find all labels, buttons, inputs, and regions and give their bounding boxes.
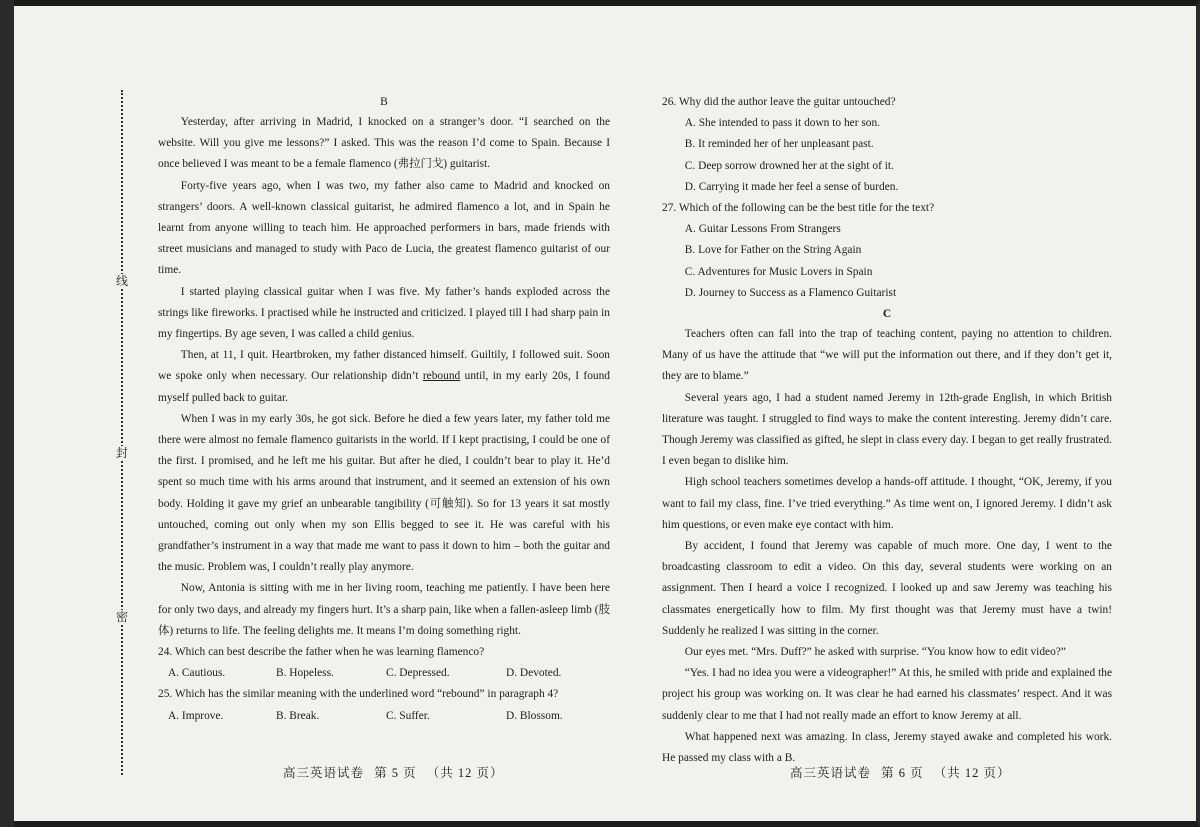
binding-char-bottom: 密 [115, 610, 128, 624]
q24-option-d: D. Devoted. [506, 667, 562, 680]
passage-c-paragraph-1: Teachers often can fall into the trap of teaching content, paying no attention to children. Many of us have the attitude that “we will put the information out there, and if they don’t get it, they are to blame.” [662, 328, 1112, 383]
passage-c-paragraph-5: Our eyes met. “Mrs. Duff?” he asked with surprise. “You know how to edit video?” [684, 646, 1066, 659]
passage-b-paragraph-2: Forty-five years ago, when I was two, my father also came to Madrid and knocked on strangers’ doors. A well-known classical guitarist, he admired flamenco a lot, and in Spain he learnt from anyone willing to teach him. He approached performers in bars, made friends with street musicians and managed to study with Paco de Lucia, the greatest flamenco guitarist of our time. [158, 179, 610, 277]
q24-option-a: A. Cautious. [168, 667, 226, 680]
question-24-stem: 24. Which can best describe the father when he was learning flamenco? [158, 646, 485, 659]
q25-option-d: D. Blossom. [506, 709, 563, 722]
q26-option-b: B. It reminded her of her unpleasant past. [684, 138, 874, 151]
paragraph-4-text-before: Then, at 11, I quit. Heartbroken, my father distanced himself. Guiltily, I followed suit. Soon we spoke only when necessary. Our relationship didn’t [158, 349, 610, 383]
passage-b-paragraph-6: Now, Antonia is sitting with me in her living room, teaching me patiently. I have been here for only two days, and already my fingers hurt. It’s a sharp pain, like when a fallen-asleep limb (肢体) returns to life. The feeling delights me. It means I’m doing something right. [158, 582, 610, 637]
q24-option-c: C. Depressed. [386, 667, 450, 680]
passage-b-paragraph-1: Yesterday, after arriving in Madrid, I knocked on a stranger’s door. “I searched on the website. Will you give me lessons?” I asked. This was the reason I’d come to Spain. Because I once believed I was meant to be a female flamenco (弗拉门戈) guitarist. [158, 116, 610, 171]
passage-b-paragraph-4 [158, 345, 610, 409]
section-label-b: B [380, 96, 388, 108]
question-24-options [158, 663, 610, 684]
right-page-column [662, 92, 1112, 769]
footer-total-pages: （共 12 页） [426, 766, 504, 780]
left-page-footer [283, 763, 510, 781]
passage-b-paragraph-5: When I was in my early 30s, he got sick. Before he died a few years later, my father told me there were almost no female flamenco guitarists in the world. If I kept practising, I could be one of the first. I promised, and he left me his guitar. But after he died, I couldn’t bear to play it. He’d spent so much time with his arms around that instrument, and it seemed an extension of his own body. Holding it gave my grief an unbearable tangibility (可触知). So for 13 years it sat mostly untouched, coming out only when my son Ellis begged to see it. He was careful with his grandfather’s instrument in a way that made me want to pass it down to him – both the guitar and the music. Problem was, I couldn’t really play anymore. [158, 412, 610, 574]
question-25-stem: 25. Which has the similar meaning with the underlined word “rebound” in paragraph 4? [158, 688, 559, 701]
left-page-column [158, 92, 610, 727]
paragraph-4-text-after: until, in my early 20s, I found myself pulled back to guitar. [158, 370, 610, 404]
q24-option-b: B. Hopeless. [276, 667, 334, 680]
q25-option-c: C. Suffer. [386, 709, 430, 722]
q27-option-c: C. Adventures for Music Lovers in Spain [684, 265, 873, 278]
section-label-c: C [882, 308, 892, 321]
footer-exam-title: 高三英语试卷 [790, 766, 872, 780]
right-page-footer [790, 763, 1017, 781]
passage-c-paragraph-4: By accident, I found that Jeremy was capable of much more. One day, I went to the broadcasting classroom to edit a video. On this day, several students were working on an assignment. Then I heard a voice I recognized. I looked up and saw Jeremy was teaching his classmates energetically how to film. My first thought was that Jeremy must have a twin! Suddenly he realized I was sitting in the corner. [662, 540, 1112, 637]
q27-option-d: D. Journey to Success as a Flamenco Guitarist [684, 286, 897, 299]
passage-b-paragraph-3: I started playing classical guitar when I was five. My father’s hands exploded across the strings like fireworks. I practised while he instructed and criticized. I played till I had sharp pain in my fingertips. By age seven, I was called a child genius. [158, 285, 610, 341]
footer-page-number: 第 5 页 [374, 766, 417, 780]
passage-c-paragraph-3: High school teachers sometimes develop a hands-off attitude. I thought, “OK, Jeremy, if you want to fail my class, fine. I’ve tried everything.” As time went on, I ignored Jeremy. I didn’t ask him questions, or even make eye contact with him. [662, 476, 1112, 531]
question-26-stem: 26. Why did the author leave the guitar untouched? [662, 96, 896, 108]
binding-char-top: 线 [115, 274, 128, 288]
footer-page-number: 第 6 页 [881, 766, 924, 780]
binding-dotted-line [121, 90, 123, 775]
q27-option-b: B. Love for Father on the String Again [684, 244, 862, 257]
passage-c-paragraph-7: What happened next was amazing. In class, Jeremy stayed awake and completed his work. He passed my class with a B. [662, 730, 1112, 765]
question-27-stem: 27. Which of the following can be the best title for the text? [662, 202, 935, 215]
passage-c-paragraph-2: Several years ago, I had a student named Jeremy in 12th-grade English, in which British literature was taught. I struggled to find ways to make the content interesting. Jeremy didn’t care. Though Jeremy was classified as gifted, he slept in class every day. I began to get really frustrated. I even began to dislike him. [662, 391, 1112, 468]
underlined-word-rebound: rebound [422, 370, 461, 383]
passage-c-paragraph-6: “Yes. I had no idea you were a videographer!” At this, he smiled with pride and explained the project his group was working on. It was clear he had earned his classmates’ respect. And it was suddenly clear to me that I had not really made an effort to know Jeremy at all. [662, 667, 1112, 722]
q26-option-a: A. She intended to pass it down to her son. [684, 117, 881, 130]
scan-left-edge [0, 0, 14, 827]
footer-exam-title: 高三英语试卷 [283, 766, 365, 780]
q26-option-c: C. Deep sorrow drowned her at the sight of it. [684, 159, 894, 172]
footer-total-pages: （共 12 页） [933, 766, 1011, 780]
q25-option-b: B. Break. [276, 709, 320, 722]
binding-char-mid: 封 [115, 446, 128, 460]
question-25-options [158, 706, 610, 727]
q25-option-a: A. Improve. [168, 709, 224, 722]
q27-option-a: A. Guitar Lessons From Strangers [684, 223, 841, 236]
q26-option-d: D. Carrying it made her feel a sense of burden. [684, 180, 899, 193]
